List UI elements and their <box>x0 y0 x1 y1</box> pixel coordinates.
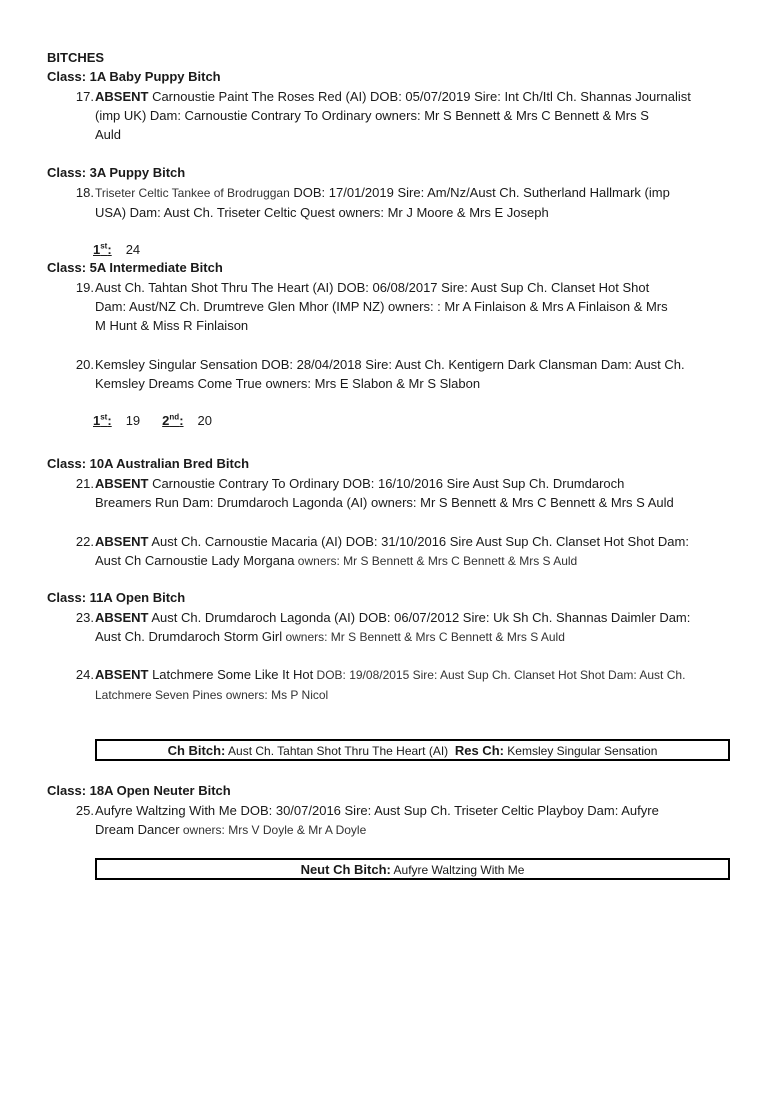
entry-18 <box>59 183 731 222</box>
entry-text: Carnoustie Contrary To Ordinary DOB: 16/10/2016 Sire Aust Sup Ch. Drumdaroch <box>148 476 625 491</box>
entry-text: Auld <box>95 127 122 142</box>
entry-22 <box>59 532 731 571</box>
ch-bitch-label: Ch Bitch: <box>167 743 226 758</box>
entry-owners: owners: Mr S Bennett & Mrs C Bennett & Mrs S Auld <box>282 630 565 644</box>
entry-20 <box>59 355 731 393</box>
entry-text: DOB: 17/01/2019 Sire: Am/Nz/Aust Ch. Sutherland Hallmark (imp <box>289 185 670 200</box>
entry-number: 19. <box>75 280 94 295</box>
class-heading: Class: 10A Australian Bred Bitch <box>47 456 250 471</box>
class-result <box>93 242 162 257</box>
entry-25 <box>59 801 731 840</box>
second-place-value: 20 <box>197 413 212 429</box>
entry-number: 18. <box>75 185 94 200</box>
first-place-value: 24 <box>125 242 141 258</box>
entry-dam: Aust Ch. Drumdaroch Storm Girl <box>95 629 283 644</box>
entry-text: Kemsley Singular Sensation DOB: 28/04/2018 Sire: Aust Ch. Kentigern Dark Clansman Dam: Aust Ch. <box>95 357 685 372</box>
absent-marker: ABSENT <box>95 89 149 104</box>
entry-text: Aufyre Waltzing With Me DOB: 30/07/2016 Sire: Aust Sup Ch. Triseter Celtic Playboy Dam: Aufyre <box>95 803 659 818</box>
entry-text: M Hunt & Miss R Finlaison <box>95 318 249 333</box>
entry-number: 20. <box>75 357 94 372</box>
neut-ch-label: Neut Ch Bitch: <box>300 862 391 877</box>
res-ch-label: Res Ch: <box>454 743 504 758</box>
entry-text: USA) Dam: Aust Ch. Triseter Celtic Quest owners: Mr J Moore & Mrs E Joseph <box>95 205 549 220</box>
entry-text: DOB: 19/08/2015 Sire: Aust Sup Ch. Clanset Hot Shot Dam: Aust Ch. <box>313 668 686 682</box>
entry-dog-name: Triseter Celtic Tankee of Brodruggan <box>95 186 290 200</box>
first-place-value: 19 <box>125 413 141 429</box>
entry-text: (imp UK) Dam: Carnoustie Contrary To Ordinary owners: Mr S Bennett & Mrs C Bennett & Mrs S <box>95 108 649 123</box>
neut-ch-value: Aufyre Waltzing With Me <box>390 863 525 877</box>
entry-24 <box>59 665 731 705</box>
entry-dog-name: Latchmere Some Like It Hot <box>148 667 314 682</box>
ch-bitch-value: Aust Ch. Tahtan Shot Thru The Heart (AI) <box>225 744 449 758</box>
entry-dam: Dream Dancer <box>95 822 180 837</box>
entry-owners: owners: Mrs V Doyle & Mr A Doyle <box>179 823 367 837</box>
entry-number: 21. <box>75 476 94 491</box>
class-heading: Class: 18A Open Neuter Bitch <box>47 783 231 798</box>
neuter-challenge-box <box>95 858 730 880</box>
absent-marker: ABSENT <box>95 476 149 491</box>
absent-marker: ABSENT <box>95 667 149 682</box>
entry-21 <box>59 474 731 512</box>
entry-owners: owners: Mr S Bennett & Mrs C Bennett & Mrs S Auld <box>294 554 578 568</box>
entry-23 <box>59 608 731 647</box>
entry-text: Aust Ch. Carnoustie Macaria (AI) DOB: 31/10/2016 Sire Aust Sup Ch. Clanset Hot Shot Dam: <box>148 534 689 549</box>
entry-text: Breamers Run Dam: Drumdaroch Lagonda (AI) owners: Mr S Bennett & Mrs C Bennett & Mrs S Auld <box>95 495 674 510</box>
section-title: BITCHES <box>47 50 105 65</box>
entry-19 <box>59 278 731 335</box>
entry-number: 25. <box>75 803 94 818</box>
entry-number: 24. <box>75 667 94 682</box>
entry-17 <box>59 87 731 144</box>
entry-text: Aust Ch. Drumdaroch Lagonda (AI) DOB: 06/07/2012 Sire: Uk Sh Ch. Shannas Daimler Dam: <box>148 610 691 625</box>
class-heading: Class: 3A Puppy Bitch <box>47 165 186 180</box>
entry-dam: Aust Ch Carnoustie Lady Morgana <box>95 553 295 568</box>
entry-number: 17. <box>75 89 94 104</box>
entry-text: Dam: Aust/NZ Ch. Drumtreve Glen Mhor (IMP NZ) owners: : Mr A Finlaison & Mrs A Finlaison & Mrs <box>95 299 668 314</box>
second-place-label: 2nd: <box>162 413 184 429</box>
class-heading: Class: 5A Intermediate Bitch <box>47 260 223 275</box>
entry-text: Latchmere Seven Pines owners: Ms P Nicol <box>95 688 329 702</box>
class-heading: Class: 1A Baby Puppy Bitch <box>47 69 221 84</box>
entry-text: Kemsley Dreams Come True owners: Mrs E Slabon & Mr S Slabon <box>95 376 481 391</box>
res-ch-value: Kemsley Singular Sensation <box>503 744 658 758</box>
first-place-label: 1st: <box>93 413 112 429</box>
class-result <box>93 413 234 428</box>
entry-text: Aust Ch. Tahtan Shot Thru The Heart (AI) DOB: 06/08/2017 Sire: Aust Sup Ch. Clanset Hot Shot <box>95 280 650 295</box>
entry-number: 22. <box>75 534 94 549</box>
absent-marker: ABSENT <box>95 610 149 625</box>
challenge-bitch-box <box>95 739 730 761</box>
absent-marker: ABSENT <box>95 534 149 549</box>
entry-number: 23. <box>75 610 94 625</box>
entry-text: Carnoustie Paint The Roses Red (AI) DOB: 05/07/2019 Sire: Int Ch/Itl Ch. Shannas Journalist <box>148 89 691 104</box>
first-place-label: 1st: <box>93 242 112 258</box>
class-heading: Class: 11A Open Bitch <box>47 590 186 605</box>
